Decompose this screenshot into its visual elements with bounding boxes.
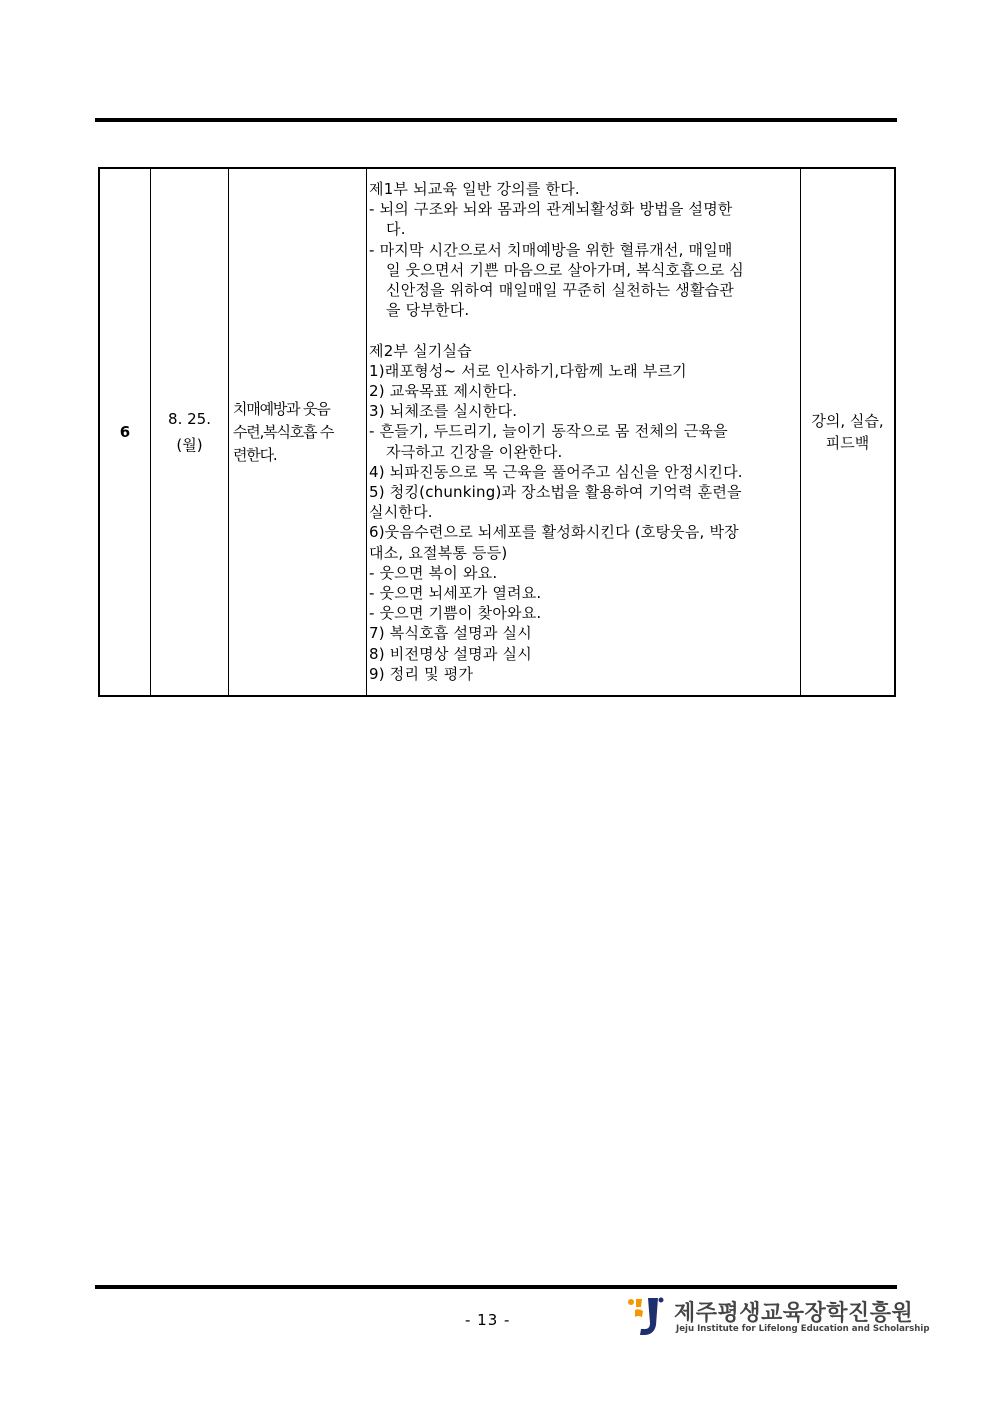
content-line: 4) 뇌파진동으로 목 근육을 풀어주고 심신을 안정시킨다. — [369, 462, 743, 481]
date-line: 8. 25. — [168, 410, 211, 428]
content-line: - 웃으면 복이 와요. — [369, 563, 498, 582]
content-line: 제1부 뇌교육 일반 강의를 한다. — [369, 180, 580, 198]
content-line: - 마지막 시간으로서 치매예방을 위한 혈류개선, 매일매 — [369, 240, 733, 259]
content-line: 대소, 요절복통 등등) — [369, 543, 508, 562]
content-line: 을 당부한다. — [386, 301, 470, 320]
method-line: 피드백 — [825, 434, 870, 452]
header-rule — [95, 118, 897, 122]
content-line: 일 웃으면서 기쁜 마음으로 살아가며, 복식호흡으로 심 — [386, 260, 744, 279]
jeju-logo-mark-icon — [626, 1295, 666, 1339]
content-line: - 웃으면 기쁨이 찾아와요. — [369, 604, 542, 623]
org-name-english: Jeju Institute for Lifelong Education and Scholarship — [676, 1324, 930, 1334]
session-number: 6 — [99, 168, 151, 696]
footer-rule — [95, 1285, 897, 1289]
session-topic — [229, 168, 367, 696]
method-line: 강의, 실습, — [811, 412, 884, 430]
content-line: 신안정을 위하여 매일매일 꾸준히 실천하는 생활습관 — [386, 281, 735, 300]
schedule-table — [98, 167, 896, 697]
session-date — [151, 168, 229, 696]
content-line: - 웃으면 뇌세포가 열려요. — [369, 584, 542, 603]
content-line: - 뇌의 구조와 뇌와 몸과의 관계뇌활성화 방법을 설명한 — [369, 200, 733, 219]
content-line: 9) 정리 및 평가 — [369, 664, 474, 683]
content-line: - 흔들기, 두드리기, 늘이기 동작으로 몸 전체의 근육을 — [369, 422, 728, 441]
content-line: 5) 청킹(chunking)과 장소법을 활용하여 기억력 훈련을 — [369, 483, 742, 502]
session-content — [367, 168, 801, 696]
topic-line: 수련,복식호흡 수 — [233, 422, 334, 441]
page-number: - 13 - — [465, 1311, 511, 1329]
topic-line: 련한다. — [233, 445, 277, 464]
content-line: 제2부 실기실습 — [369, 341, 472, 360]
topic-line: 치매예방과 웃음 — [233, 399, 330, 418]
content-line: 6)웃음수련으로 뇌세포를 활성화시킨다 (호탕웃음, 박장 — [369, 523, 739, 542]
content-line: 3) 뇌체조를 실시한다. — [369, 402, 518, 421]
organization-logo — [626, 1295, 930, 1339]
teaching-method — [801, 168, 896, 696]
content-line: 자극하고 긴장을 이완한다. — [386, 442, 563, 461]
weekday-line: (월) — [176, 436, 203, 454]
content-line: 실시한다. — [369, 503, 433, 522]
content-line: 다. — [386, 220, 406, 239]
content-line: 7) 복식호흡 설명과 실시 — [369, 624, 532, 643]
org-name-korean: 제주평생교육장학진흥원 — [674, 1301, 914, 1326]
table-row — [99, 168, 895, 696]
content-line — [369, 320, 797, 340]
content-line: 8) 비전명상 설명과 실시 — [369, 644, 532, 663]
content-line: 1)래포형성~ 서로 인사하기,다함께 노래 부르기 — [369, 361, 687, 380]
content-line: 2) 교육목표 제시한다. — [369, 382, 518, 401]
